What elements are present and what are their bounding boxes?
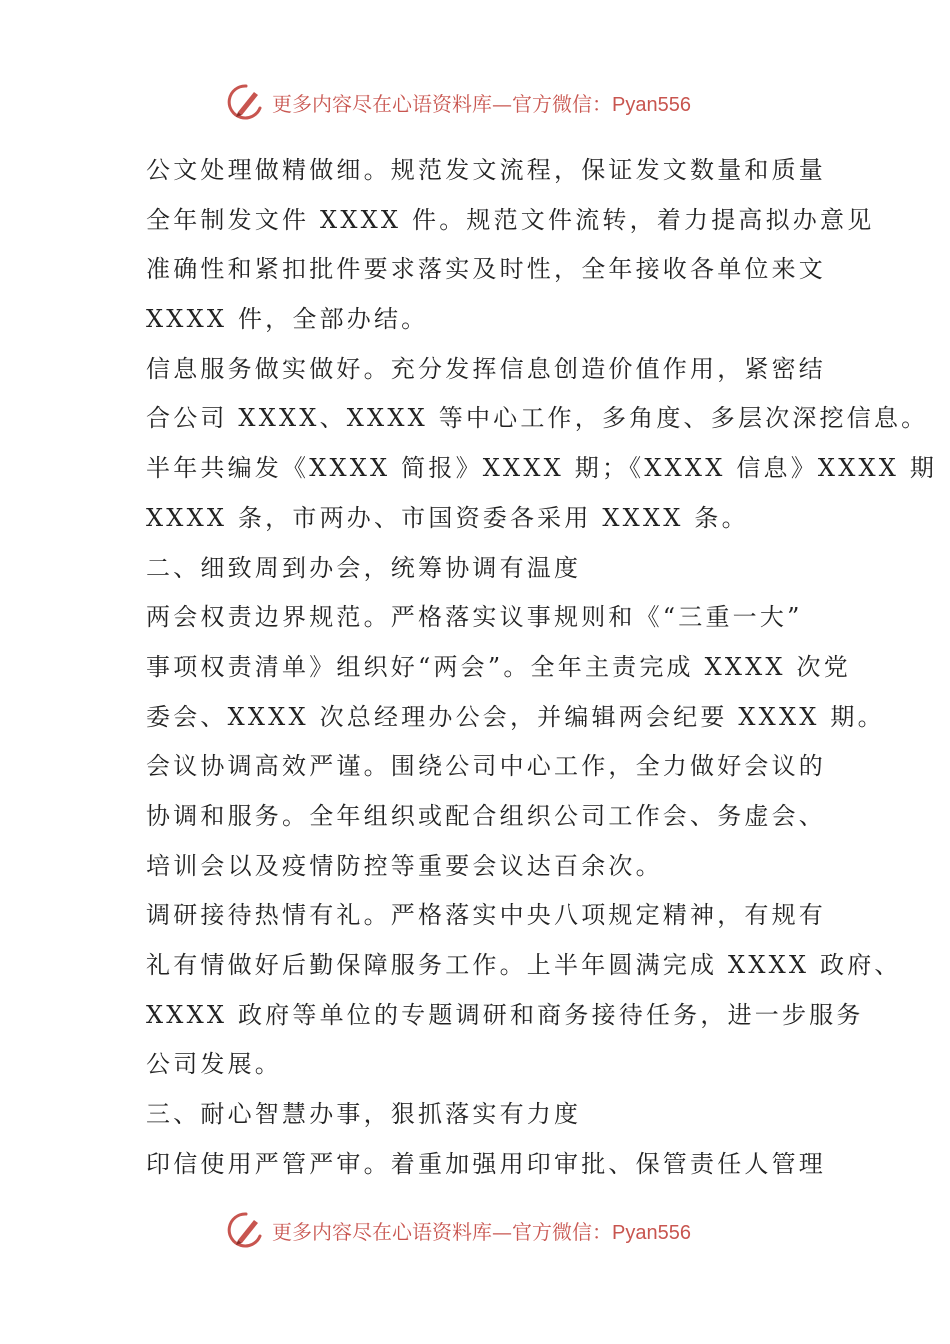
section-heading: 二、细致周到办会，统筹协调有温度 <box>146 553 582 582</box>
text-line: 准确性和紧扣批件要求落实及时性，全年接收各单位来文 <box>146 255 826 284</box>
header-banner-label: 更多内容尽在心语资料库—官方微信： <box>272 91 612 116</box>
text-line: 印信使用严管严审。着重加强用印审批、保管责任人管理 <box>146 1149 826 1178</box>
footer-banner <box>226 1208 691 1252</box>
section-heading: 三、耐心智慧办事，狠抓落实有力度 <box>146 1100 582 1129</box>
footer-banner-text <box>272 1216 691 1245</box>
text-line: 合公司 XXXX、XXXX 等中心工作，多角度、多层次深挖信息。 <box>146 404 929 433</box>
text-line: 半年共编发《XXXX 简报》XXXX 期；《XXXX 信息》XXXX 期 <box>146 454 938 483</box>
text-line: 全年制发文件 XXXX 件。规范文件流转，着力提高拟办意见 <box>146 205 875 234</box>
text-line: 礼有情做好后勤保障服务工作。上半年圆满完成 XXXX 政府、 <box>146 951 902 979</box>
text-line: 公司发展。 <box>146 1050 282 1079</box>
footer-banner-account: Pyan556 <box>612 1221 691 1244</box>
document-body <box>146 146 938 1189</box>
text-line: 公文处理做精做细。规范发文流程，保证发文数量和质量 <box>146 156 826 184</box>
text-line: XXXX 条，市两办、市国资委各采用 XXXX 条。 <box>146 503 749 532</box>
text-line: 协调和服务。全年组织或配合组织公司工作会、务虚会、 <box>146 801 826 830</box>
text-line: XXXX 政府等单位的专题调研和商务接待任务，进一步服务 <box>146 1000 864 1029</box>
text-line: 培训会以及疫情防控等重要会议达百余次。 <box>146 851 663 880</box>
text-line: 事项权责清单》组织好“两会”。全年主责完成 XXXX 次党 <box>146 652 851 681</box>
text-line: 委会、XXXX 次总经理办公会，并编辑两会纪要 XXXX 期。 <box>146 702 885 731</box>
text-line: 两会权责边界规范。严格落实议事规则和《“三重一大” <box>146 603 803 632</box>
header-banner <box>226 80 691 124</box>
footer-banner-label: 更多内容尽在心语资料库—官方微信： <box>272 1219 612 1244</box>
header-banner-account: Pyan556 <box>612 93 691 116</box>
text-line: 信息服务做实做好。充分发挥信息创造价值作用，紧密结 <box>146 354 826 383</box>
text-line: 调研接待热情有礼。严格落实中央八项规定精神，有规有 <box>146 901 826 930</box>
text-line: XXXX 件，全部办结。 <box>146 305 429 334</box>
pen-circle-logo-icon <box>226 82 266 122</box>
pen-circle-logo-icon <box>226 1210 266 1250</box>
text-line: 会议协调高效严谨。围绕公司中心工作，全力做好会议的 <box>146 752 826 781</box>
header-banner-text <box>272 88 691 117</box>
